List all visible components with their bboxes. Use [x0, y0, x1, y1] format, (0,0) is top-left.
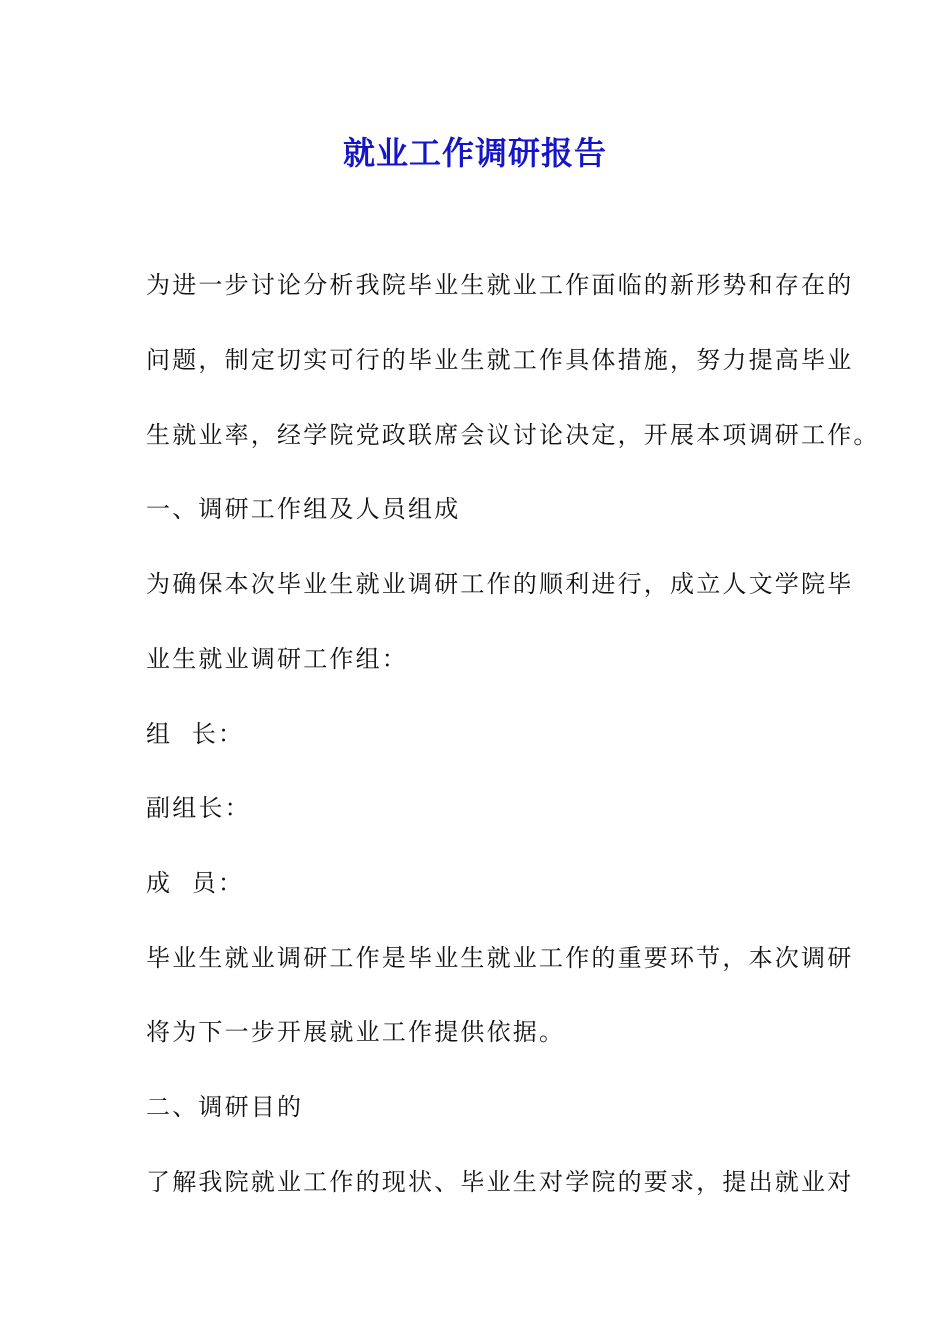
- text-line: 了解我院就业工作的现状、毕业生对学院的要求，提出就业对: [146, 1168, 854, 1196]
- text-line: 为进一步讨论分析我院毕业生就业工作面临的新形势和存在的: [146, 271, 854, 299]
- text-line: 毕业生就业调研工作是毕业生就业工作的重要环节，本次调研: [146, 944, 854, 972]
- section-heading: 二、调研目的: [146, 1093, 304, 1121]
- section-heading: 一、调研工作组及人员组成: [146, 495, 461, 523]
- team-leader-label: 组 长：: [146, 720, 245, 748]
- text-line: 为确保本次毕业生就业调研工作的顺利进行，成立人文学院毕: [146, 570, 854, 598]
- document-title: 就业工作调研报告: [342, 134, 607, 172]
- text-line: 将为下一步开展就业工作提供依据。: [146, 1018, 566, 1046]
- text-line: 生就业率，经学院党政联席会议讨论决定，开展本项调研工作。: [146, 421, 880, 449]
- text-line: 问题，制定切实可行的毕业生就工作具体措施，努力提高毕业: [146, 346, 854, 374]
- members-label: 成 员：: [146, 869, 245, 897]
- deputy-leader-label: 副组长：: [146, 794, 251, 822]
- text-line: 业生就业调研工作组：: [146, 645, 408, 673]
